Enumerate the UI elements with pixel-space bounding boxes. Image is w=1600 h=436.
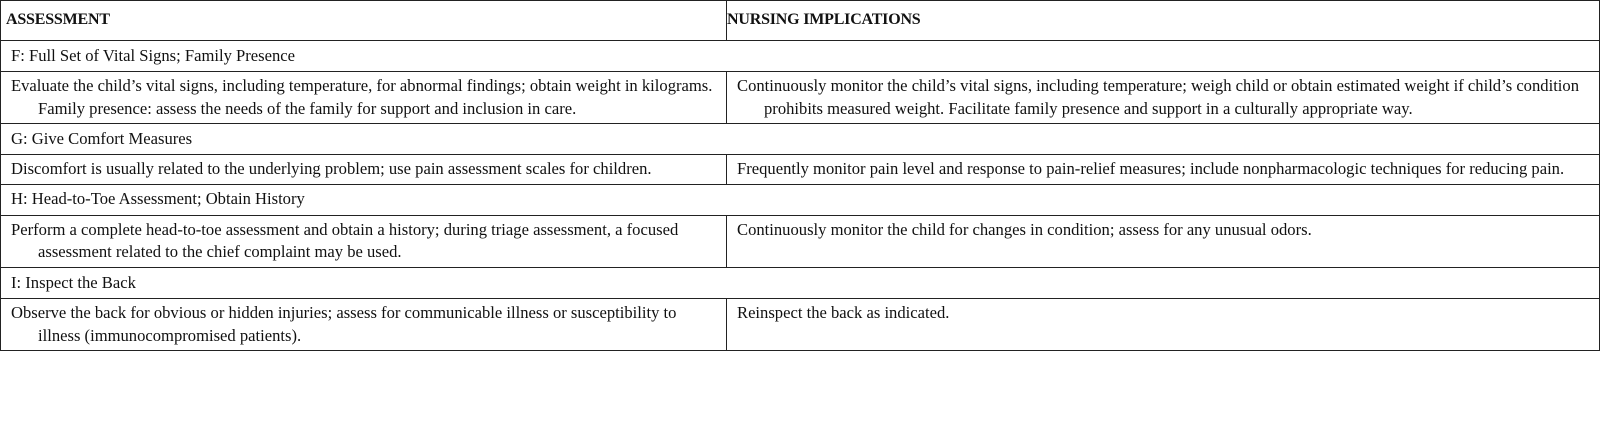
implication-text: Frequently monitor pain level and response to pain-relief measures; include nonpharmacologic techniques for reducing pain. bbox=[737, 159, 1565, 179]
section-title-f: F: Full Set of Vital Signs; Family Presence bbox=[1, 41, 1600, 72]
implication-cell bbox=[727, 155, 1600, 185]
table-header-row bbox=[1, 1, 1600, 41]
implication-cell bbox=[727, 298, 1600, 350]
implication-text: Continuously monitor the child’s vital signs, including temperature; weigh child or obtain estimated weight if child’s condition prohibits measured weight. Facilitate family presence and support in a culturally appropriate way. bbox=[737, 76, 1580, 118]
assessment-cell bbox=[1, 215, 727, 267]
table-row bbox=[1, 298, 1600, 350]
header-assessment: ASSESSMENT bbox=[1, 1, 727, 41]
assessment-text: Observe the back for obvious or hidden injuries; assess for communicable illness or susceptibility to illness (immunocompromised patients). bbox=[11, 302, 677, 345]
section-row bbox=[1, 41, 1600, 72]
section-row bbox=[1, 184, 1600, 215]
section-row bbox=[1, 267, 1600, 298]
table-row bbox=[1, 215, 1600, 267]
section-row bbox=[1, 124, 1600, 155]
section-title-g: G: Give Comfort Measures bbox=[1, 124, 1600, 155]
header-nursing-implications: NURSING IMPLICATIONS bbox=[727, 1, 1600, 41]
implication-cell bbox=[727, 215, 1600, 267]
section-title-h: H: Head-to-Toe Assessment; Obtain History bbox=[1, 184, 1600, 215]
assessment-cell bbox=[1, 298, 727, 350]
section-title-i: I: Inspect the Back bbox=[1, 267, 1600, 298]
assessment-cell bbox=[1, 155, 727, 185]
table-row bbox=[1, 72, 1600, 124]
implication-text: Reinspect the back as indicated. bbox=[737, 302, 950, 322]
assessment-text: Evaluate the child’s vital signs, including temperature, for abnormal findings; obtain weight in kilograms. Family presence: assess the needs of the family for support and inclusion in care. bbox=[11, 76, 713, 118]
table-row bbox=[1, 155, 1600, 185]
assessment-cell bbox=[1, 72, 727, 124]
implication-text: Continuously monitor the child for changes in condition; assess for any unusual odors. bbox=[737, 219, 1312, 239]
implication-cell bbox=[727, 72, 1600, 124]
assessment-text: Discomfort is usually related to the underlying problem; use pain assessment scales for children. bbox=[11, 159, 652, 179]
assessment-text: Perform a complete head-to-toe assessment and obtain a history; during triage assessment, a focused assessment related to the chief complaint may be used. bbox=[11, 219, 679, 262]
